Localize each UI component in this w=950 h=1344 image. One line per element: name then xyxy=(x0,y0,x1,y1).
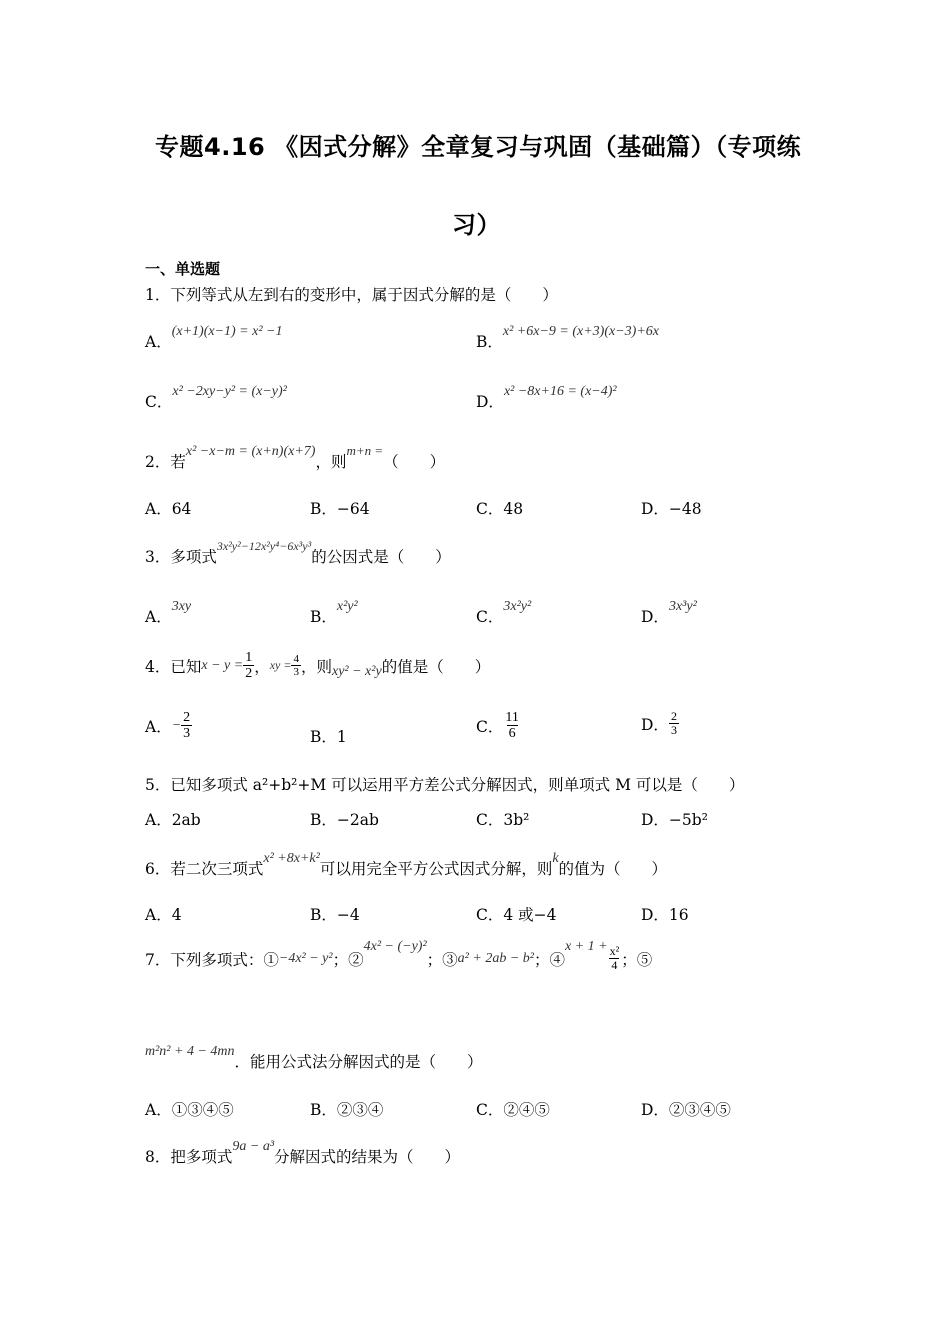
q7-stem-line1 xyxy=(145,938,653,973)
q4-option-a xyxy=(145,710,192,742)
q5-option-d: D．−5b² xyxy=(641,811,708,829)
q1-d-label: D． xyxy=(476,393,504,411)
q7-post: ．能用公式法分解因式的是（ ） xyxy=(234,1053,483,1071)
q4-e2: xy = xyxy=(269,658,292,673)
q1-stem: 1．下列等式从左到右的变形中，属于因式分解的是（ ） xyxy=(145,286,558,304)
q3-option-d xyxy=(641,599,697,627)
q4-pre: 4．已知 xyxy=(145,657,202,676)
q4-mid: ，则 xyxy=(300,657,332,676)
section-heading: 一、单选题 xyxy=(145,260,221,278)
q6-k: k xyxy=(552,851,559,866)
q3-c-label: C． xyxy=(476,608,504,626)
q3-a-expr: 3xy xyxy=(171,599,192,614)
q1-a-label: A． xyxy=(145,333,172,351)
q3-b-expr: x²y² xyxy=(336,599,358,614)
page-title-line1: 专题4.16 《因式分解》全章复习与巩固（基础篇）（专项练 xyxy=(155,133,802,161)
q3-pre: 3．多项式 xyxy=(145,548,217,566)
q4-stem xyxy=(145,650,490,682)
q3-post: 的公因式是（ ） xyxy=(311,548,451,566)
q5-option-b: B．−2ab xyxy=(310,811,379,829)
q3-expr: 3x²y²−12x²y⁴−6x³y³ xyxy=(216,539,312,553)
q4-c-frac: $\frac{11}{6}$ xyxy=(505,710,519,742)
page-title-line2: 习） xyxy=(452,211,501,239)
q1-option-d xyxy=(476,384,617,412)
q4-sep: ， xyxy=(254,657,270,676)
q7-s2: ；② xyxy=(332,950,364,969)
q2-stem xyxy=(145,443,446,472)
q3-option-b xyxy=(310,599,358,627)
q5-option-c: C．3b² xyxy=(476,811,530,829)
q4-a-label: A． xyxy=(145,717,172,736)
q8-pre: 8．把多项式 xyxy=(145,1148,233,1166)
q4-a-sign: − xyxy=(171,717,182,733)
q5-stem: 5．已知多项式 a²+b²+M 可以运用平方差公式分解因式，则单项式 M 可以是（ ） xyxy=(145,776,745,794)
q7-e2: 4x² − (−y)² xyxy=(363,938,427,954)
q7-s5: ；⑤ xyxy=(621,950,653,969)
q7-e4a: x + 1 + xyxy=(564,938,608,954)
q4-option-b: B．1 xyxy=(310,728,347,746)
q4-option-d xyxy=(641,710,679,737)
q6-expr: x² +8x+k² xyxy=(263,851,320,866)
q6-option-b: B．−4 xyxy=(310,906,360,924)
q5-option-a: A．2ab xyxy=(145,811,201,829)
q3-c-expr: 3x²y² xyxy=(503,599,532,614)
q8-post: 分解因式的结果为（ ） xyxy=(274,1148,461,1166)
q4-option-c xyxy=(476,710,521,742)
q2-option-d: D．−48 xyxy=(641,500,702,518)
q4-e1: x − y = xyxy=(201,657,244,673)
q6-option-c: C．4 或−4 xyxy=(476,906,557,924)
q3-d-label: D． xyxy=(641,608,669,626)
q4-frac1: $\frac{1}{2}$ xyxy=(245,650,253,682)
q4-post: 的值是（ ） xyxy=(381,657,491,676)
q7-e5: m²n² + 4 − 4mn xyxy=(145,1044,235,1059)
q1-d-expr: x² −8x+16 = (x−4)² xyxy=(503,384,617,399)
q6-option-a: A．4 xyxy=(145,906,182,924)
q6-stem xyxy=(145,851,668,879)
q4-c-label: C． xyxy=(476,717,504,736)
q1-a-expr: (x+1)(x−1) = x² −1 xyxy=(171,324,283,339)
q2-pre: 2．若 xyxy=(145,453,186,471)
q1-option-a xyxy=(145,324,283,352)
q7-pre: 7．下列多项式：① xyxy=(145,950,279,969)
q7-stem-line2 xyxy=(145,1044,483,1072)
q4-e3: xy² − x²y xyxy=(331,663,382,679)
q3-option-c xyxy=(476,599,532,627)
q7-e1: −4x² − y² xyxy=(278,950,333,966)
q2-option-a: A．64 xyxy=(145,500,192,518)
q7-option-b: B．②③④ xyxy=(310,1101,384,1119)
q4-a-frac: $\frac{2}{3}$ xyxy=(183,710,191,742)
q7-s3: ；③ xyxy=(426,950,458,969)
q3-option-a xyxy=(145,599,192,627)
q6-pre: 6．若二次三项式 xyxy=(145,860,264,878)
q2-mid: ，则 xyxy=(315,453,347,471)
q6-post: 的值为（ ） xyxy=(558,860,668,878)
q2-expr1: x² −x−m = (x+n)(x+7) xyxy=(185,444,316,459)
q2-post: （ ） xyxy=(383,453,446,471)
q1-option-c xyxy=(145,384,287,412)
q7-s4: ；④ xyxy=(533,950,565,969)
q3-d-expr: 3x³y² xyxy=(668,599,697,614)
q2-expr2: m+n = xyxy=(346,443,384,458)
q7-option-a: A．①③④⑤ xyxy=(145,1101,234,1119)
q4-frac2: $\frac{4}{3}$ xyxy=(293,653,299,679)
q8-stem xyxy=(145,1139,461,1167)
q7-e3: a² + 2ab − b² xyxy=(457,950,534,966)
q6-option-d: D．16 xyxy=(641,906,689,924)
q3-b-label: B． xyxy=(310,608,337,626)
q6-mid: 可以用完全平方公式因式分解，则 xyxy=(319,860,553,878)
q7-option-c: C．②④⑤ xyxy=(476,1101,550,1119)
q4-d-label: D． xyxy=(641,715,669,734)
q7-e4-frac: $\frac{\text{x²}}{4}$ xyxy=(609,944,620,973)
q2-option-b: B．−64 xyxy=(310,500,370,518)
q1-b-label: B． xyxy=(476,333,503,351)
q7-option-d: D．②③④⑤ xyxy=(641,1101,731,1119)
q3-a-label: A． xyxy=(145,608,172,626)
q1-c-expr: x² −2xy−y² = (x−y)² xyxy=(172,384,287,399)
q1-c-label: C． xyxy=(145,393,173,411)
q8-expr: 9a − a³ xyxy=(232,1139,275,1154)
q2-option-c: C．48 xyxy=(476,500,524,518)
q4-d-frac: $\frac{2}{3}$ xyxy=(670,709,677,738)
q3-stem xyxy=(145,539,451,567)
q1-b-expr: x² +6x−9 = (x+3)(x−3)+6x xyxy=(502,324,659,339)
q1-option-b xyxy=(476,324,659,352)
